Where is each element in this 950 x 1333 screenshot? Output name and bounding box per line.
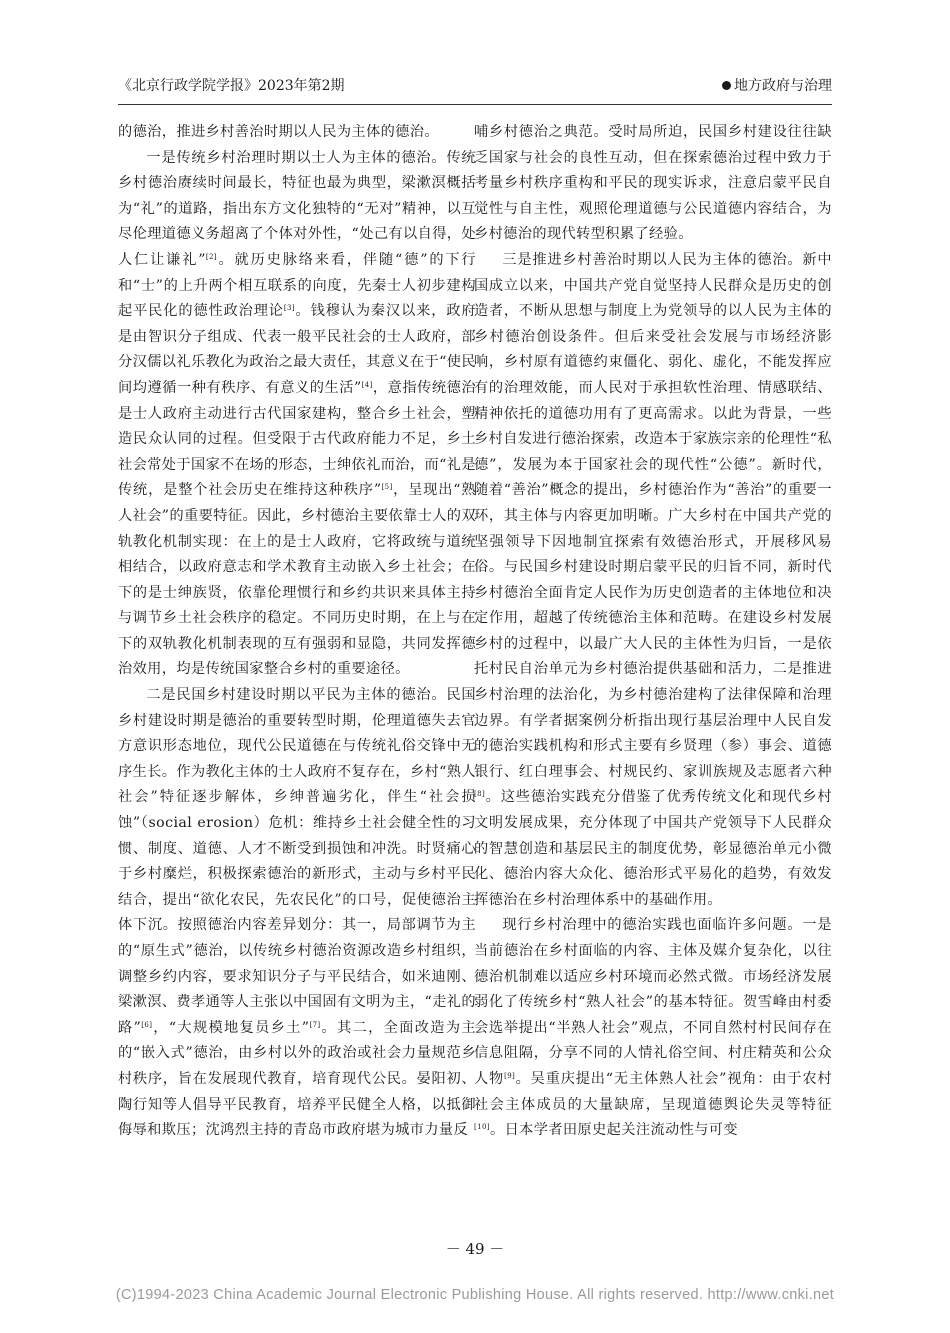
paragraph (474, 248, 832, 913)
citation-ref[interactable]: [3] (283, 304, 296, 313)
citation-ref[interactable]: [7] (309, 1020, 321, 1029)
journal-title: 《北京行政学院学报》2023年第2期 (118, 78, 345, 94)
text-run: 。吴重庆提出“无主体熟人社会”视角：由于农村社会主体成员的大量缺席，呈现道德舆论失灵等特征 (474, 1070, 832, 1113)
citation-ref[interactable]: [4] (361, 380, 373, 389)
text-run: 一是传统乡村治理时期以士人为主体的德治。传统乡村德治赓续时间最长，特征也最为典型，梁漱溟概括为“礼”的道路，指出东方文化独特的“无对”精神，以互尽伦理道德义务超离了个体对外性，“处己有以自得，处人仁让谦礼” (118, 149, 476, 268)
text-run: 二是民国乡村建设时期以平民为主体的德治。民国乡村建设时期是德治的重要转型时期，伦理道德失去官方意识形态地位，现代公民道德在与传统礼俗交锋中无序生长。作为教化主体的士人政府不复存在，乡村“熟人社会”特征逐步解体，乡绅普遍劣化，伴生“社会损蚀”（social erosion）危机：维持乡土社会健全性的习惯、制度、道德、人才不断受到损蚀和冲洗。时贤痛心于乡村糜烂，积极探索德治的新形式，主动与乡村平民结合，提出“欲化农民，先农民化”的口号，促使德治主体下沉。按照德治内容差异划分：其一，局部调节为主的“原生式”德治，以传统乡村德治资源改造乡村组织，调整乡约内容，要求知识分子与平民结合，如米迪刚、梁漱溟、费孝通等人主张以中国固有文明为主，“走礼的路” (118, 687, 476, 1036)
paragraph: 哺乡村德治之典范。受时局所迫，民国乡村建设往往缺乏国家与社会的良性互动，但在探索德治过程中致力于考量乡村秩序重构和平民的现实诉求，注意启蒙平民自觉性与自主性，观照伦理道德与公民道德内容结合，为乡村德治的现代转型积累了经验。 (474, 124, 832, 243)
citation-ref[interactable]: [6] (141, 1020, 153, 1029)
paragraph (118, 146, 476, 683)
text-run: ，“大规模地复员乡土” (152, 1019, 310, 1036)
section-label-text: 地方政府与治理 (734, 78, 832, 94)
bullet-icon (722, 81, 731, 90)
text-run: 。钱穆认为秦汉以来，政府是由智识分子组成、代表一般平民社会的士人政府，部分汉儒以礼乐教化为政治之最大责任，其意义在于“使民间均遵循一种有秩序、有意义的生活” (118, 303, 476, 396)
text-run: 。就历史脉络来看，伴随“德”的下行和“士”的上升两个相互联系的向度，先秦士人初步建构起平民化的德性政治理论 (118, 251, 476, 320)
paragraph: 的德治，推进乡村善治时期以人民为主体的德治。 (118, 124, 439, 140)
paragraph (474, 913, 832, 1143)
left-column (118, 120, 476, 1144)
running-header (118, 74, 832, 98)
text-run: 。其二，全面改造为主的“嵌入式”德治，由乡村以外的政治或社会力量规范乡村秩序，旨在发展现代教育，培育现代公民。晏阳初、陶行知等人倡导平民教育，培养平民健全人格，以抵御侮辱和欺压；沈鸿烈主持的青岛市政府堪为城市力量反 (118, 1019, 476, 1139)
citation-ref[interactable]: [9] (504, 1071, 516, 1080)
right-column (474, 120, 832, 1144)
citation-ref[interactable]: [5] (381, 483, 393, 492)
section-label (722, 74, 832, 98)
text-run: 三是推进乡村善治时期以人民为主体的德治。新中国成立以来，中国共产党自觉坚持人民群众是历史的创造者，不断从思想与制度上为党领导的以人民为主体的乡村德治创设条件。但后来受社会发展与市场经济影响，乡村原有道德约束僵化、弱化、虚化，不能发挥应有的治理效能，而人民对于承担软性治理、情感联结、精神依托的道德功用有了更高需求。以此为背景，一些乡村自发进行德治探索，改造本于家族宗亲的伦理性“私德”，发展为本于国家社会的现代性“公德”。新时代，随着“善治”概念的提出，乡村德治作为“善治”的重要一环，其主体与内容更加明晰。广大乡村在中国共产党的坚强领导下因地制宜探索有效德治形式，开展移风易俗。与民国乡村建设时期启蒙平民的归旨不同，新时代乡村德治全面肯定人民作为历史创造者的主体地位和决定作用，超越了传统德治主体和范畴。在建设乡村发展乡村的过程中，以最广大人民的主体性为归旨，一是依托村民自治单元为乡村德治提供基础和活力，二是推进乡村治理的法治化，为乡村德治建构了法律保障和治理边界。有学者据案例分析指出现行基层治理中人民自发的德治实践机构和形式主要有乡贤理（参）事会、道德银行、红白理事会、村规民约、家训族规及志愿者六种 (474, 251, 832, 780)
text-run: 。这些德治实践充分借鉴了优秀传统文化和现代乡村文明发展成果，充分体现了中国共产党领导下人民群众的智慧创造和基层民主的制度优势，彰显德治单元小微化、德治内容大众化、德治形式平易化的趋势，有效发挥德治在乡村治理体系中的基础作用。 (474, 789, 832, 908)
header-divider (118, 104, 832, 105)
copyright-footer: (C)1994-2023 China Academic Journal Electronic Publishing House. All rights reserved. http://www.cnki.net (115, 1287, 835, 1303)
text-run: 现行乡村治理中的德治实践也面临许多问题。一是当前德治在乡村面临的内容、主体及媒介复杂化，以往德治机制难以适应乡村环境而必然式微。市场经济发展弱化了传统乡村“熟人社会”的基本特征。贺雪峰由村委会选举提出“半熟人社会”观点，不同自然村村民间存在信息阻隔，分享不同的人情礼俗空间、村庄精英和公众人物 (474, 917, 832, 1087)
citation-ref[interactable]: [10] (474, 1123, 490, 1132)
text-run: 。日本学者田原史起关注流动性与可变 (489, 1122, 738, 1139)
paragraph (118, 683, 476, 1144)
text-run: ，呈现出“熟人社会”的重要特征。因此，乡村德治主要依靠士人的双轨教化机制实现：在上的是士人政府，它将政统与道统相结合，以政府意志和学术教育主动嵌入乡土社会；在下的是士绅族贤，依靠伦理惯行和乡约共识来具体主持与调节乡土社会秩序的稳定。不同历史时期，在上与在下的双轨教化机制表现的互有强弱和显隐，共同发挥德治效用，均是传统国家整合乡村的重要途径。 (118, 482, 476, 678)
page-number: － 49 － (445, 1240, 505, 1258)
citation-ref[interactable]: [2] (205, 252, 218, 261)
text-run: ，意指传统德治是士人政府主动进行古代国家建构，整合乡土社会，塑造民众认同的过程。但受限于古代政府能力不足，乡土社会常处于国家不在场的形态，士绅依礼而治，而“礼是传统，是整个社会历史在维持这种秩序” (118, 379, 476, 499)
citation-ref[interactable]: [8] (474, 790, 486, 799)
